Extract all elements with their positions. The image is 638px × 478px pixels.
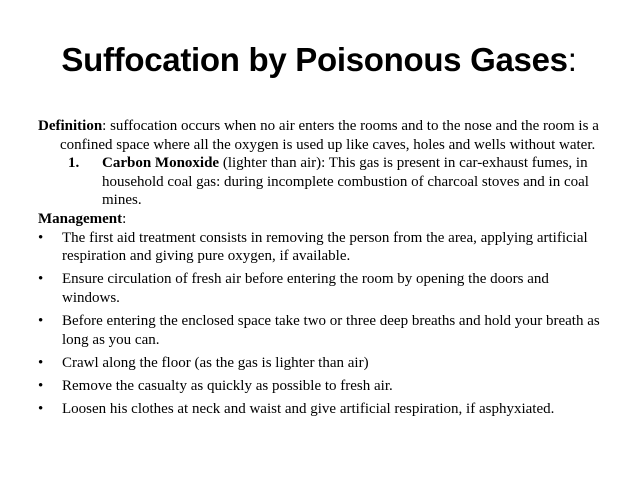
- slide-title-text: Suffocation by Poisonous Gases: [61, 41, 568, 78]
- slide-body: [38, 117, 610, 423]
- slide-title-colon: :: [567, 41, 577, 78]
- list-item: [38, 229, 610, 266]
- definition-paragraph: [38, 117, 610, 154]
- bullet-symbol: •: [38, 401, 44, 418]
- management-label: Management: [38, 210, 123, 227]
- management-suffix: :: [122, 210, 127, 227]
- list-item: [38, 354, 610, 373]
- list-item-text: Ensure circulation of fresh air before entering the room by opening the doors and windows.: [62, 271, 549, 306]
- list-item-text: The first aid treatment consists in removing the person from the area, applying artificial respiration and giving pure oxygen, if available.: [62, 229, 588, 265]
- list-item: [38, 270, 610, 307]
- list-item-text: Crawl along the floor (as the gas is lighter than air): [62, 354, 369, 371]
- bullet-symbol: •: [38, 313, 44, 330]
- numbered-item-body: (lighter than air): This gas is present in car-exhaust fumes, in household coal gas: during incomplete combustion of charcoal stoves and in coal mines.: [102, 155, 589, 209]
- numbered-item-text: [102, 154, 610, 210]
- numbered-item-bold: Carbon Monoxide: [102, 155, 220, 172]
- list-item: [38, 312, 610, 349]
- definition-text: : suffocation occurs when no air enters the rooms and to the nose and the room is a confined space where all the oxygen is used up like caves, holes and wells without water.: [60, 118, 599, 153]
- bullet-symbol: •: [38, 229, 44, 246]
- bullet-symbol: •: [38, 378, 44, 395]
- numbered-item: [68, 154, 610, 210]
- management-list: [38, 229, 610, 419]
- bullet-symbol: •: [38, 354, 44, 371]
- slide-title: [0, 40, 638, 80]
- list-item-text: Before entering the enclosed space take two or three deep breaths and hold your breath as long as you can.: [62, 313, 600, 348]
- bullet-symbol: •: [38, 271, 44, 288]
- management-heading: [38, 210, 610, 229]
- definition-label: Definition: [38, 118, 103, 134]
- list-item: [38, 377, 610, 396]
- list-item: [38, 400, 610, 419]
- numbered-item-number: 1.: [68, 155, 80, 172]
- list-item-text: Loosen his clothes at neck and waist and give artificial respiration, if asphyxiated.: [62, 401, 555, 418]
- list-item-text: Remove the casualty as quickly as possible to fresh air.: [62, 378, 393, 395]
